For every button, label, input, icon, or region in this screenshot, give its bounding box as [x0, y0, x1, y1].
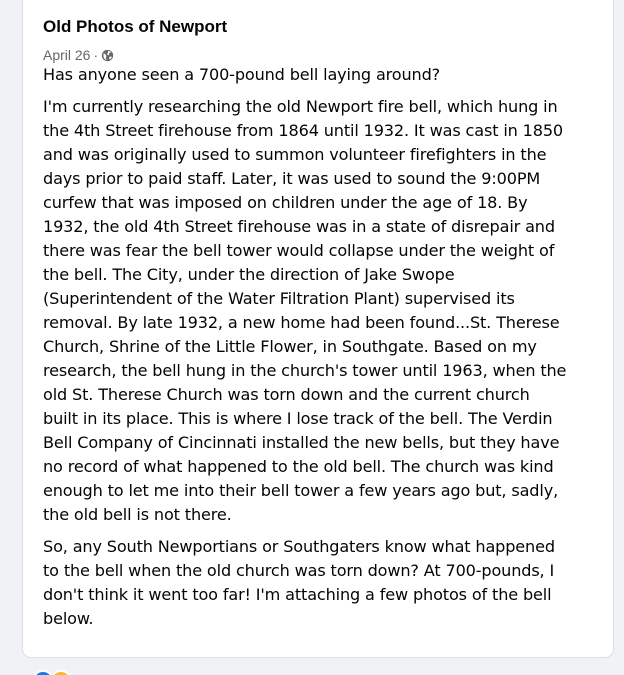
- post-text-line: old St. Therese Church was torn down and the current church: [43, 385, 530, 404]
- globe-icon: [101, 49, 114, 62]
- post-text-line: (Superintendent of the Water Filtration Plant) supervised its: [43, 289, 515, 308]
- post-text-line: Bell Company of Cincinnati installed the new bells, but they have: [43, 433, 560, 452]
- post-text-line: 1932, the old 4th Street firehouse was in a state of disrepair and: [43, 217, 555, 236]
- post-text-line: the bell. The City, under the direction of Jake Swope: [43, 265, 455, 284]
- post-text-line: to the bell when the old church was torn down? At 700-pounds, I: [43, 561, 555, 580]
- post-text-line: So, any South Newportians or Southgaters know what happened: [43, 537, 555, 556]
- post-text-line: below.: [43, 609, 94, 628]
- post-text-line: built in its place. This is where I lose track of the bell. The Verdin: [43, 409, 553, 428]
- post-text-line: I'm currently researching the old Newport fire bell, which hung in: [43, 97, 558, 116]
- post-text-line: there was fear the bell tower would collapse under the weight of: [43, 241, 555, 260]
- post-body: [43, 63, 601, 631]
- post-text-line: and was originally used to summon volunteer firefighters in the: [43, 145, 547, 164]
- post-text-line: Church, Shrine of the Little Flower, in Southgate. Based on my: [43, 337, 537, 356]
- post-date-link[interactable]: April 26: [43, 47, 91, 63]
- reaction-icons[interactable]: [32, 670, 68, 675]
- haha-reaction-icon: [50, 670, 72, 675]
- post-text-line: removal. By late 1932, a new home had been found...St. Therese: [43, 313, 560, 332]
- post-text-line: don't think it went too far! I'm attaching a few photos of the bell: [43, 585, 552, 604]
- post-text-line: the old bell is not there.: [43, 505, 232, 524]
- post-card: [22, 0, 614, 658]
- meta-separator: ·: [93, 47, 99, 63]
- post-paragraph-1: [43, 95, 601, 527]
- post-headline: Has anyone seen a 700-pound bell laying around?: [43, 65, 441, 84]
- group-name-link[interactable]: Old Photos of Newport: [43, 17, 228, 36]
- post-text-line: enough to let me into their bell tower a few years ago but, sadly,: [43, 481, 559, 500]
- post-text-line: research, the bell hung in the church's tower until 1963, when the: [43, 361, 567, 380]
- post-text-line: curfew that was imposed on children under the age of 18. By: [43, 193, 528, 212]
- post-text-line: no record of what happened to the old bell. The church was kind: [43, 457, 554, 476]
- post-text-line: the 4th Street firehouse from 1864 until 1932. It was cast in 1850: [43, 121, 564, 140]
- post-text-line: days prior to paid staff. Later, it was used to sound the 9:00PM: [43, 169, 541, 188]
- post-meta: [43, 47, 114, 63]
- post-paragraph-2: [43, 535, 601, 631]
